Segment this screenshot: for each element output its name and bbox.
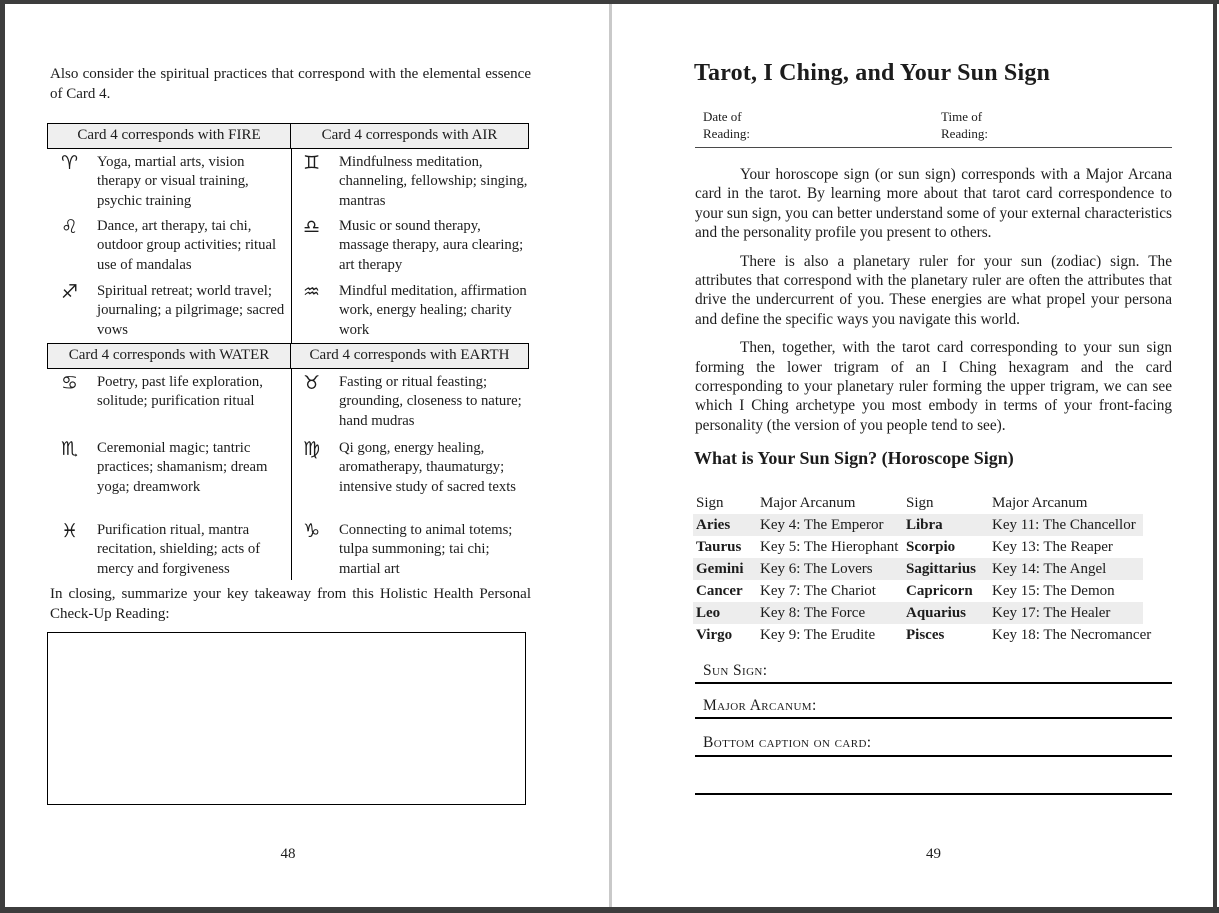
- header-water: Card 4 corresponds with WATER: [48, 344, 291, 368]
- closing-prompt: In closing, summarize your key takeaway from this Holistic Health Personal Check-Up Reading:: [50, 586, 531, 622]
- frame-left-bar: [0, 0, 5, 913]
- chapter-title: Tarot, I Ching, and Your Sun Sign: [694, 60, 1051, 86]
- header-fire: Card 4 corresponds with FIRE: [48, 124, 291, 148]
- sign-table-header: [693, 492, 1143, 514]
- paragraph: There is also a planetary ruler for your sun (zodiac) sign. The attributes that correspond with the planetary ruler are often the attributes that drive the undercurrent of you. These energies are what propel your persona and define the specific ways you navigate this world.: [695, 252, 1172, 328]
- table-row: [47, 217, 529, 275]
- practice-text: Poetry, past life exploration, solitude; purification ritual: [97, 374, 263, 410]
- col-header-sign: Sign: [696, 495, 724, 511]
- libra-icon: ♎: [303, 216, 321, 238]
- practice-text: Qi gong, energy healing, aromatherapy, thaumaturgy; intensive study of sacred texts: [339, 440, 517, 495]
- table-row: Virgo Key 9: The Erudite Pisces Key 18: The Necromancer: [696, 627, 1152, 643]
- summary-writing-box: [47, 632, 526, 805]
- frame-right-bar: [1213, 0, 1217, 913]
- col-header-sign: Sign: [906, 495, 934, 511]
- table-header-fire-air: [47, 123, 529, 149]
- leo-icon: ♌: [61, 216, 79, 238]
- table-row: Cancer Key 7: The Chariot Capricorn Key 15: The Demon: [696, 583, 1115, 599]
- gemini-icon: ♊: [303, 152, 321, 174]
- col-header-arcanum: Major Arcanum: [992, 495, 1088, 511]
- table-row: Aries Key 4: The Emperor Libra Key 11: The Chancellor: [693, 514, 1143, 536]
- time-of-reading-label: Time of Reading:: [941, 109, 988, 141]
- bottom-caption-field-line: [695, 755, 1172, 757]
- page-gutter-divider: [609, 4, 612, 907]
- practice-text: Dance, art therapy, tai chi, outdoor group activities; ritual use of mandalas: [97, 218, 277, 273]
- extra-writing-line: [695, 793, 1172, 795]
- bottom-caption-field-label: Bottom caption on card:: [703, 734, 872, 751]
- table-row: [47, 373, 529, 431]
- aquarius-icon: ♒: [303, 281, 321, 303]
- cancer-icon: ♋: [61, 372, 79, 394]
- date-of-reading-label: Date of Reading:: [703, 109, 750, 141]
- scorpio-icon: ♏: [61, 438, 79, 460]
- paragraph: Then, together, with the tarot card corresponding to your sun sign forming the lower trigram of an I Ching hexagram and the card corresponding to your planetary ruler forming the upper trigram, we can see which I Ching archetype you most embody in terms of your front-facing personality (the version of you people tend to see).: [695, 339, 1172, 434]
- page-number-left: 48: [280, 846, 296, 862]
- practice-text: Connecting to animal totems; tulpa summoning; tai chi; martial art: [339, 522, 513, 577]
- pisces-icon: ♓: [61, 520, 79, 542]
- practice-text: Fasting or ritual feasting; grounding, closeness to nature; hand mudras: [339, 374, 522, 429]
- header-air: Card 4 corresponds with AIR: [321, 127, 498, 143]
- sun-sign-subheading: What is Your Sun Sign? (Horoscope Sign): [694, 448, 1014, 468]
- page-number-right: 49: [926, 846, 941, 862]
- body-paragraphs: [695, 165, 1172, 444]
- date-time-rule: [695, 147, 1172, 148]
- header-earth: Card 4 corresponds with EARTH: [309, 347, 510, 363]
- major-arcanum-field-line: [695, 717, 1172, 719]
- table-row: [47, 439, 529, 497]
- table-header-water-earth: [47, 343, 529, 369]
- aries-icon: ♈: [61, 152, 79, 174]
- taurus-icon: ♉: [303, 372, 321, 394]
- table-row: Taurus Key 5: The Hierophant Scorpio Key 13: The Reaper: [696, 539, 1113, 555]
- frame-bottom-bar: [0, 907, 1219, 913]
- table-row: Leo Key 8: The Force Aquarius Key 17: The Healer: [693, 602, 1143, 624]
- elemental-practices-table: [47, 123, 529, 583]
- major-arcanum-field-label: Major Arcanum:: [703, 697, 817, 714]
- practice-text: Ceremonial magic; tantric practices; shamanism; dream yoga; dreamwork: [97, 440, 268, 495]
- practice-text: Yoga, martial arts, vision therapy or visual training, psychic training: [97, 154, 249, 209]
- col-header-arcanum: Major Arcanum: [760, 495, 856, 511]
- sun-sign-field-line: [695, 682, 1172, 684]
- practice-text: Spiritual retreat; world travel; journaling; a pilgrimage; sacred vows: [97, 283, 285, 338]
- practice-text: Mindful meditation, affirmation work, energy healing; charity work: [339, 283, 527, 338]
- capricorn-icon: ♑: [303, 520, 321, 542]
- table-row: [47, 282, 529, 340]
- virgo-icon: ♍: [303, 438, 321, 460]
- paragraph: Your horoscope sign (or sun sign) corresponds with a Major Arcana card in the tarot. By learning more about that tarot card correspondence to your sun sign, you can better understand some of your external characteristics and the personality profile you present to others.: [695, 166, 1172, 242]
- sagittarius-icon: ♐: [61, 281, 79, 303]
- practice-text: Mindfulness meditation, channeling, fellowship; singing, mantras: [339, 154, 528, 209]
- practice-text: Purification ritual, mantra recitation, shielding; acts of mercy and forgiveness: [97, 522, 261, 577]
- table-row: [47, 153, 529, 211]
- practice-text: Music or sound therapy, massage therapy, aura clearing; art therapy: [339, 218, 524, 273]
- table-row: [47, 521, 529, 579]
- table-row: Gemini Key 6: The Lovers Sagittarius Key 14: The Angel: [693, 558, 1143, 580]
- sun-sign-field-label: Sun Sign:: [703, 662, 768, 679]
- sun-sign-arcanum-table: [693, 492, 1172, 646]
- intro-paragraph: Also consider the spiritual practices that correspond with the elemental essence of Card 4.: [50, 66, 531, 102]
